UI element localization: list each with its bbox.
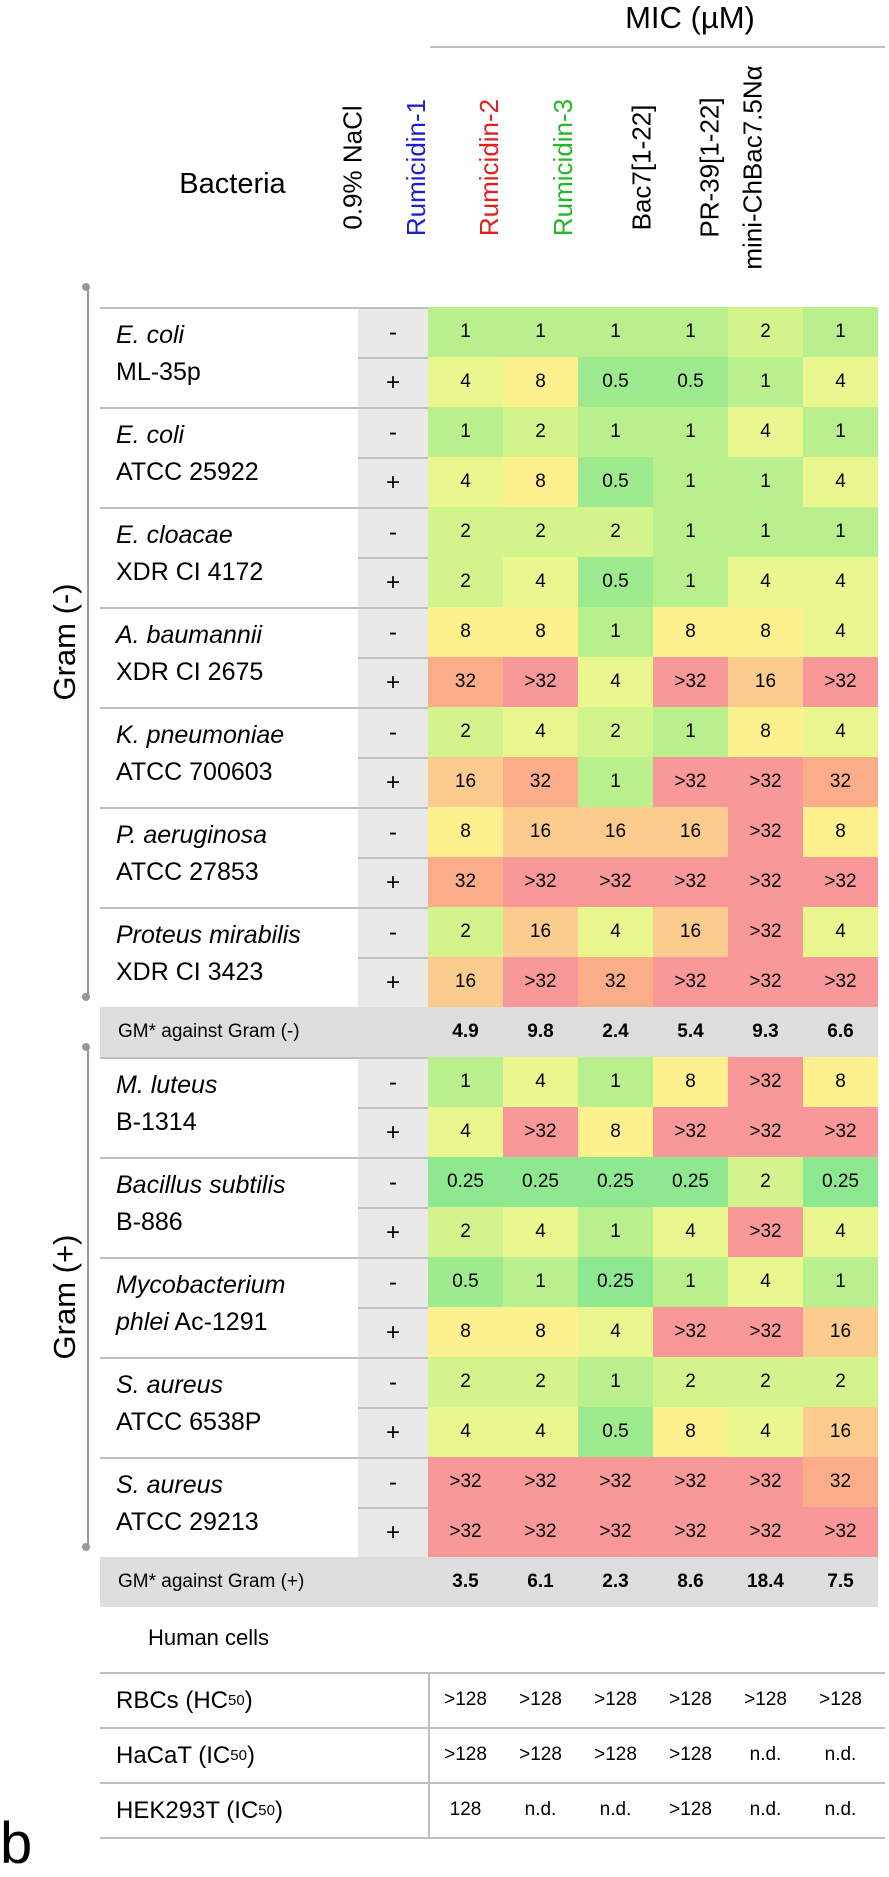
mic-cell: 32 <box>428 657 503 707</box>
mic-cell: 32 <box>578 957 653 1007</box>
mic-cell: >32 <box>653 657 728 707</box>
strain-name <box>100 707 358 807</box>
human-cell-value: 128 <box>449 1798 482 1820</box>
mic-cell: 8 <box>803 807 878 857</box>
human-cell-close: ) <box>246 1741 255 1769</box>
strain-species: Proteus mirabilis <box>116 921 301 949</box>
mic-cell: 0.5 <box>578 1407 653 1457</box>
mic-cell: 2 <box>578 707 653 757</box>
strain-name <box>100 1057 358 1157</box>
mic-cell: >32 <box>728 857 803 907</box>
strain-id: ML-35p <box>116 358 201 386</box>
mic-cell: 8 <box>428 807 503 857</box>
salt-plus: + <box>358 1107 428 1157</box>
mic-cell: 16 <box>428 957 503 1007</box>
column-header-label: mini-ChBac7.5Nα <box>737 64 768 270</box>
human-cell-value: n.d. <box>749 1743 782 1765</box>
salt-minus: - <box>358 307 428 357</box>
mic-cell: 0.25 <box>578 1257 653 1307</box>
human-cell-label: HEK293T (IC <box>116 1796 259 1824</box>
mic-cell: 0.25 <box>803 1157 878 1207</box>
column-header-label: Rumicidin-2 <box>473 98 504 236</box>
mic-cell: 16 <box>578 807 653 857</box>
strain-name <box>100 1157 358 1257</box>
mic-cell: 16 <box>653 907 728 957</box>
mic-cell: 0.25 <box>578 1157 653 1207</box>
gm-label: GM* against Gram (+) <box>100 1557 428 1607</box>
human-cell-row-label <box>100 1782 430 1837</box>
mic-cell: >32 <box>728 1307 803 1357</box>
salt-minus: - <box>358 1357 428 1407</box>
mic-cell: 2 <box>803 1357 878 1407</box>
mic-cell: 2 <box>428 507 503 557</box>
mic-cell: 1 <box>653 457 728 507</box>
group-bracket <box>87 1047 89 1547</box>
mic-cell: 8 <box>728 707 803 757</box>
strain-name <box>100 907 358 1007</box>
strain-species: M. luteus <box>116 1071 218 1099</box>
gm-label: GM* against Gram (-) <box>100 1007 428 1057</box>
human-cell-value: >128 <box>519 1688 562 1710</box>
strain-species: S. aureus <box>116 1371 224 1399</box>
mic-cell: 1 <box>728 507 803 557</box>
mic-cell: 1 <box>428 307 503 357</box>
mic-cell: 4 <box>728 557 803 607</box>
mic-cell: 4 <box>428 357 503 407</box>
mic-cell: 8 <box>803 1057 878 1107</box>
gm-value: 2.3 <box>578 1557 653 1607</box>
mic-cell: 0.5 <box>578 557 653 607</box>
mic-cell: 0.25 <box>653 1157 728 1207</box>
mic-cell: 0.25 <box>503 1157 578 1207</box>
mic-cell: 8 <box>428 607 503 657</box>
mic-cell: 4 <box>428 457 503 507</box>
mic-cell: >32 <box>803 1107 878 1157</box>
salt-plus: + <box>358 757 428 807</box>
mic-cell: 4 <box>803 1207 878 1257</box>
mic-cell: 16 <box>803 1307 878 1357</box>
strain-id <box>116 1304 358 1341</box>
human-cell-label: HaCaT (IC <box>116 1741 231 1769</box>
human-cell-value: n.d. <box>599 1798 632 1820</box>
strain-species: A. baumannii <box>116 621 262 649</box>
mic-cell: 16 <box>503 807 578 857</box>
mic-cell: 1 <box>803 407 878 457</box>
mic-cell: 32 <box>803 1457 878 1507</box>
mic-cell: >32 <box>728 1207 803 1257</box>
mic-cell: >32 <box>803 657 878 707</box>
mic-cell: 1 <box>728 457 803 507</box>
mic-cell: 1 <box>653 557 728 607</box>
mic-cell: 2 <box>728 1157 803 1207</box>
human-cell-subscript: 50 <box>258 1802 275 1819</box>
mic-cell: 16 <box>428 757 503 807</box>
salt-minus: - <box>358 1057 428 1107</box>
human-cell-value: >128 <box>669 1798 712 1820</box>
mic-cell: 1 <box>803 1257 878 1307</box>
gm-value: 8.6 <box>653 1557 728 1607</box>
human-cell-value: >128 <box>669 1743 712 1765</box>
mic-cell: >32 <box>653 1307 728 1357</box>
strain-name <box>100 1357 358 1457</box>
mic-cell: 4 <box>803 357 878 407</box>
mic-cell: 2 <box>428 707 503 757</box>
human-row-rule <box>100 1727 885 1729</box>
mic-cell: >32 <box>653 1507 728 1557</box>
human-cell-value: >128 <box>744 1688 787 1710</box>
mic-cell: 4 <box>578 657 653 707</box>
column-header-label: PR-39[1-22] <box>694 96 725 238</box>
mic-cell: 4 <box>503 1207 578 1257</box>
column-header-label: Rumicidin-3 <box>547 98 578 236</box>
strain-id: XDR CI 3423 <box>116 958 264 986</box>
mic-cell: >32 <box>653 1107 728 1157</box>
mic-cell: 4 <box>578 1307 653 1357</box>
strain-id: ATCC 27853 <box>116 858 259 886</box>
mic-cell: 32 <box>803 757 878 807</box>
mic-cell: 4 <box>803 607 878 657</box>
mic-cell: 8 <box>653 1057 728 1107</box>
human-cell-value: >128 <box>444 1743 487 1765</box>
strain-id: XDR CI 4172 <box>116 558 264 586</box>
mic-cell: >32 <box>803 857 878 907</box>
salt-minus: - <box>358 607 428 657</box>
mic-cell: 4 <box>803 457 878 507</box>
mic-cell: 2 <box>503 507 578 557</box>
mic-cell: 32 <box>428 857 503 907</box>
mic-cell: >32 <box>653 957 728 1007</box>
strain-species: Bacillus subtilis <box>116 1171 286 1199</box>
mic-cell: 2 <box>428 1207 503 1257</box>
mic-cell: 1 <box>653 507 728 557</box>
mic-cell: 4 <box>728 1257 803 1307</box>
mic-cell: >32 <box>578 1507 653 1557</box>
strain-species: Mycobacterium <box>116 1271 286 1299</box>
mic-cell: 2 <box>503 1357 578 1407</box>
gm-value: 6.1 <box>503 1557 578 1607</box>
mic-cell: 2 <box>428 557 503 607</box>
mic-cell: >32 <box>803 1507 878 1557</box>
gm-value: 5.4 <box>653 1007 728 1057</box>
mic-cell: 16 <box>803 1407 878 1457</box>
salt-minus: - <box>358 1457 428 1507</box>
human-row-rule <box>100 1782 885 1784</box>
column-header-label: Rumicidin-1 <box>400 98 431 236</box>
human-cell-value: >128 <box>594 1743 637 1765</box>
mic-cell: 1 <box>578 1357 653 1407</box>
human-cells-title: Human cells <box>148 1625 270 1650</box>
mic-cell: >32 <box>728 757 803 807</box>
human-cell-value: >128 <box>594 1688 637 1710</box>
bracket-dot-top <box>82 283 90 291</box>
human-cell-value: >128 <box>519 1743 562 1765</box>
mic-title: MIC (µM) <box>625 0 755 35</box>
mic-cell: 1 <box>653 407 728 457</box>
gm-value: 7.5 <box>803 1557 878 1607</box>
column-header-6 <box>737 32 855 302</box>
mic-cell: >32 <box>503 957 578 1007</box>
mic-cell: 2 <box>728 1357 803 1407</box>
human-cell-label: RBCs (HC <box>116 1686 228 1714</box>
mic-cell: 4 <box>728 1407 803 1457</box>
mic-cell: >32 <box>653 1457 728 1507</box>
human-cell-row-label <box>100 1727 430 1782</box>
strain-id: ATCC 700603 <box>116 758 273 786</box>
strain-species: S. aureus <box>116 1471 224 1499</box>
bracket-dot-top <box>82 1043 90 1051</box>
human-cell-subscript: 50 <box>228 1692 245 1709</box>
mic-cell: 1 <box>578 1207 653 1257</box>
strain-name <box>100 1257 358 1357</box>
mic-cell: >32 <box>503 657 578 707</box>
human-row-rule <box>100 1672 885 1674</box>
mic-cell: >32 <box>503 857 578 907</box>
salt-plus: + <box>358 1407 428 1457</box>
strain-id: XDR CI 2675 <box>116 658 264 686</box>
mic-cell: >32 <box>728 807 803 857</box>
mic-cell: 2 <box>503 407 578 457</box>
bacteria-header: Bacteria <box>179 168 286 200</box>
salt-minus: - <box>358 507 428 557</box>
mic-cell: 0.5 <box>653 357 728 407</box>
mic-cell: 1 <box>653 1257 728 1307</box>
mic-cell: 1 <box>428 1057 503 1107</box>
salt-plus: + <box>358 657 428 707</box>
group-label: Gram (+) <box>47 1234 82 1360</box>
mic-cell: 1 <box>728 357 803 407</box>
panel-letter: b <box>0 1811 33 1876</box>
mic-cell: 0.5 <box>428 1257 503 1307</box>
mic-cell: 1 <box>578 607 653 657</box>
mic-cell: >32 <box>728 907 803 957</box>
strain-species: E. coli <box>116 321 185 349</box>
gm-value: 2.4 <box>578 1007 653 1057</box>
human-cell-value: n.d. <box>749 1798 782 1820</box>
mic-cell: >32 <box>728 1107 803 1157</box>
mic-cell: 2 <box>428 1357 503 1407</box>
salt-plus: + <box>358 1207 428 1257</box>
salt-plus: + <box>358 1507 428 1557</box>
human-cell-value: n.d. <box>824 1743 857 1765</box>
mic-cell: 8 <box>503 607 578 657</box>
mic-cell: 32 <box>503 757 578 807</box>
mic-cell: 1 <box>428 407 503 457</box>
mic-cell: 8 <box>728 607 803 657</box>
mic-cell: >32 <box>503 1457 578 1507</box>
mic-cell: 4 <box>578 907 653 957</box>
column-header-label: 0.9% NaCl <box>337 104 368 230</box>
mic-cell: 4 <box>428 1407 503 1457</box>
mic-cell: 4 <box>803 707 878 757</box>
salt-minus: - <box>358 907 428 957</box>
human-cell-value: >128 <box>444 1688 487 1710</box>
mic-cell: 4 <box>803 907 878 957</box>
strain-name <box>100 307 358 407</box>
strain-name <box>100 807 358 907</box>
mic-cell: >32 <box>503 1507 578 1557</box>
mic-cell: 16 <box>503 907 578 957</box>
mic-cell: 8 <box>653 1407 728 1457</box>
human-cell-row-label <box>100 1672 430 1727</box>
mic-cell: 4 <box>503 707 578 757</box>
mic-cell: 4 <box>728 407 803 457</box>
mic-cell: 8 <box>428 1307 503 1357</box>
strain-id-italic: phlei <box>116 1308 169 1336</box>
mic-cell: >32 <box>428 1507 503 1557</box>
human-cell-close: ) <box>274 1796 283 1824</box>
gm-value: 4.9 <box>428 1007 503 1057</box>
mic-cell: >32 <box>653 857 728 907</box>
mic-cell: >32 <box>653 757 728 807</box>
mic-cell: 1 <box>653 307 728 357</box>
mic-cell: 0.25 <box>428 1157 503 1207</box>
mic-cell: 4 <box>503 557 578 607</box>
mic-cell: >32 <box>728 1507 803 1557</box>
strain-species: P. aeruginosa <box>116 821 268 849</box>
human-cell-value: >128 <box>669 1688 712 1710</box>
salt-minus: - <box>358 807 428 857</box>
salt-minus: - <box>358 1257 428 1307</box>
mic-cell: >32 <box>803 957 878 1007</box>
mic-cell: >32 <box>728 1457 803 1507</box>
mic-cell: 1 <box>578 1057 653 1107</box>
human-cell-value: >128 <box>819 1688 862 1710</box>
strain-id: B-886 <box>116 1208 183 1236</box>
strain-id-plain: Ac-1291 <box>168 1308 268 1336</box>
salt-minus: - <box>358 407 428 457</box>
mic-cell: >32 <box>428 1457 503 1507</box>
gm-value: 3.5 <box>428 1557 503 1607</box>
salt-plus: + <box>358 957 428 1007</box>
salt-plus: + <box>358 857 428 907</box>
human-cell-value: n.d. <box>524 1798 557 1820</box>
bracket-dot-bottom <box>82 993 90 1001</box>
gm-value: 6.6 <box>803 1007 878 1057</box>
bracket-dot-bottom <box>82 1543 90 1551</box>
mic-cell: 4 <box>803 557 878 607</box>
human-cell-close: ) <box>244 1686 253 1714</box>
mic-cell: 2 <box>653 1357 728 1407</box>
human-cell-subscript: 50 <box>230 1747 247 1764</box>
mic-cell: 4 <box>653 1207 728 1257</box>
strain-species: K. pneumoniae <box>116 721 285 749</box>
group-bracket <box>87 287 89 997</box>
group-label: Gram (-) <box>47 583 82 701</box>
mic-cell: 2 <box>428 907 503 957</box>
strain-id: ATCC 6538P <box>116 1408 262 1436</box>
strain-name <box>100 607 358 707</box>
human-cell-value: n.d. <box>824 1798 857 1820</box>
human-table-bottom-rule <box>100 1837 885 1839</box>
strain-species: E. coli <box>116 421 185 449</box>
mic-cell: 1 <box>803 507 878 557</box>
mic-cell: >32 <box>578 857 653 907</box>
mic-cell: 8 <box>503 1307 578 1357</box>
salt-minus: - <box>358 707 428 757</box>
salt-minus: - <box>358 1157 428 1207</box>
mic-cell: 0.5 <box>578 457 653 507</box>
salt-plus: + <box>358 557 428 607</box>
strain-name <box>100 407 358 507</box>
mic-cell: 4 <box>428 1107 503 1157</box>
mic-cell: 1 <box>653 707 728 757</box>
salt-plus: + <box>358 457 428 507</box>
mic-cell: >32 <box>578 1457 653 1507</box>
mic-cell: 1 <box>503 1257 578 1307</box>
salt-plus: + <box>358 1307 428 1357</box>
strain-id: B-1314 <box>116 1108 197 1136</box>
mic-cell: 1 <box>578 407 653 457</box>
mic-cell: 4 <box>503 1057 578 1107</box>
mic-cell: 8 <box>578 1107 653 1157</box>
mic-cell: 1 <box>803 307 878 357</box>
mic-cell: 0.5 <box>578 357 653 407</box>
strain-species: E. cloacae <box>116 521 233 549</box>
strain-name <box>100 507 358 607</box>
mic-cell: >32 <box>728 1057 803 1107</box>
strain-id: ATCC 29213 <box>116 1508 259 1536</box>
gm-value: 9.3 <box>728 1007 803 1057</box>
column-header-label: Bac7[1-22] <box>626 104 657 230</box>
mic-cell: 2 <box>578 507 653 557</box>
mic-cell: 1 <box>578 307 653 357</box>
strain-name <box>100 1457 358 1557</box>
mic-cell: 1 <box>503 307 578 357</box>
mic-cell: 8 <box>503 357 578 407</box>
strain-id: ATCC 25922 <box>116 458 259 486</box>
mic-cell: 8 <box>653 607 728 657</box>
salt-plus: + <box>358 357 428 407</box>
mic-cell: 1 <box>578 757 653 807</box>
mic-cell: 2 <box>728 307 803 357</box>
mic-cell: 8 <box>503 457 578 507</box>
mic-cell: 16 <box>653 807 728 857</box>
mic-cell: 4 <box>503 1407 578 1457</box>
mic-cell: 16 <box>728 657 803 707</box>
mic-cell: >32 <box>728 957 803 1007</box>
gm-value: 18.4 <box>728 1557 803 1607</box>
mic-cell: >32 <box>503 1107 578 1157</box>
gm-value: 9.8 <box>503 1007 578 1057</box>
